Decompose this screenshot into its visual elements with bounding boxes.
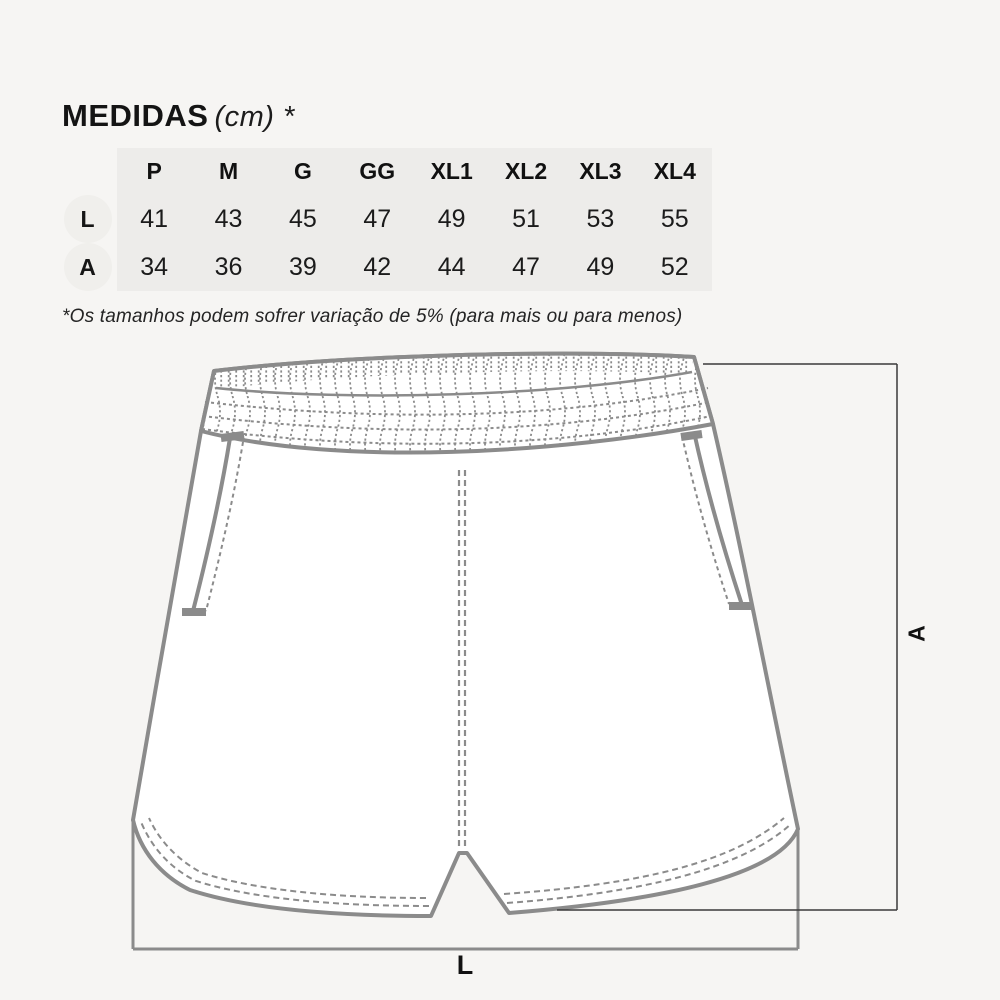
column-header: XL2	[504, 158, 548, 184]
size-value: 34	[140, 252, 169, 281]
size-value: 51	[512, 204, 540, 233]
column-header: XL3	[579, 158, 622, 184]
left-pocket	[182, 435, 244, 612]
hem-stitching	[141, 818, 791, 906]
column-header: GG	[359, 158, 396, 184]
size-value: 47	[512, 252, 540, 281]
size-value: 55	[660, 204, 689, 233]
right-pocket	[681, 432, 753, 606]
width-dimension-label: L	[456, 950, 474, 980]
row-label-l: L	[64, 195, 112, 243]
column-header: P	[146, 158, 162, 184]
column-header: XL4	[653, 158, 696, 184]
width-dimension-lines	[133, 822, 798, 949]
height-dimension-label: A	[903, 625, 930, 642]
title-unit: (cm) *	[214, 101, 295, 133]
size-value: 42	[363, 252, 392, 281]
size-value: 41	[140, 204, 169, 233]
size-value: 44	[437, 252, 466, 281]
page-title	[62, 98, 295, 134]
size-value: 52	[660, 252, 689, 281]
size-value: 49	[437, 204, 466, 233]
title-text: MEDIDAS	[62, 98, 209, 133]
size-table	[58, 148, 712, 291]
row-label-cell	[58, 243, 117, 291]
size-value: 53	[586, 204, 615, 233]
size-table-grid	[117, 148, 712, 291]
shorts-body	[133, 354, 798, 916]
size-value: 43	[214, 204, 243, 233]
column-header: XL1	[430, 158, 473, 184]
size-value: 39	[289, 252, 317, 281]
column-header: G	[293, 158, 312, 184]
column-header: M	[218, 158, 239, 184]
size-variation-footnote: *Os tamanhos podem sofrer variação de 5% (para mais ou para menos)	[62, 306, 683, 327]
row-label-a: A	[64, 243, 112, 291]
row-label-cell	[58, 195, 117, 243]
size-value: 47	[363, 204, 392, 233]
size-value: 45	[289, 204, 317, 233]
size-table-row-labels	[58, 148, 117, 291]
height-dimension-lines	[557, 364, 897, 910]
waistband	[195, 348, 720, 473]
size-value: 36	[214, 252, 243, 281]
size-value: 49	[586, 252, 615, 281]
